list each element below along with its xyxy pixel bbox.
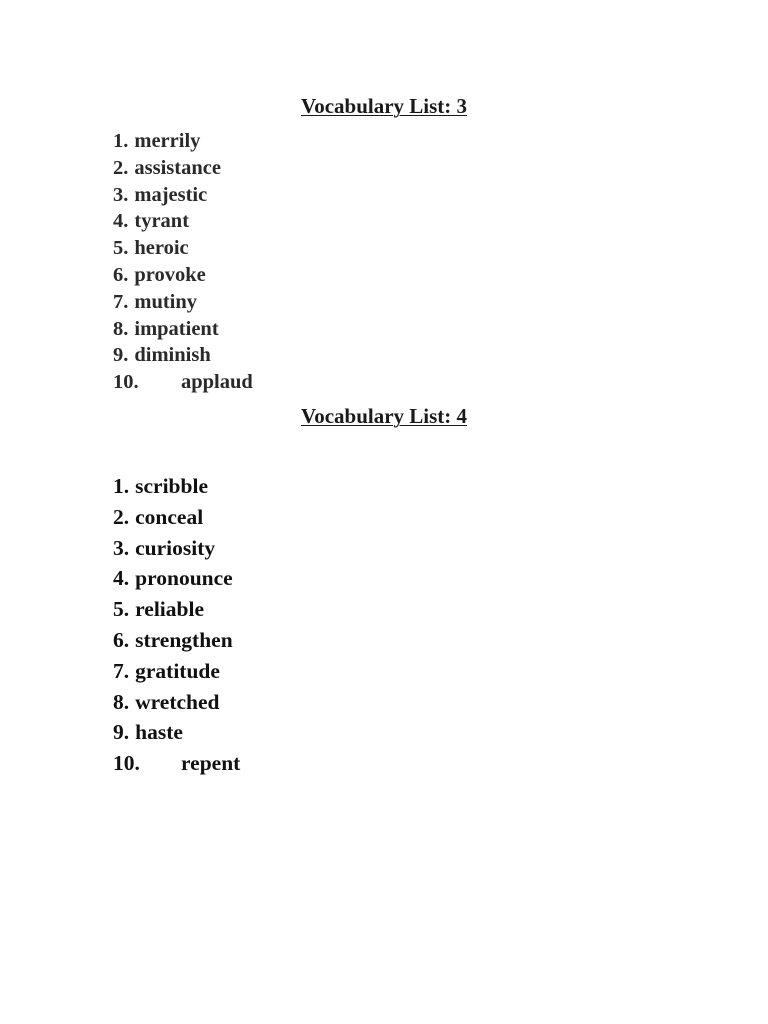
item-number: 8.	[113, 689, 130, 714]
vocab-word: gratitude	[135, 658, 220, 683]
vocab-word: scribble	[135, 474, 208, 498]
item-number: 4.	[113, 210, 129, 233]
list-item	[113, 717, 240, 748]
list-item	[113, 262, 253, 289]
item-number: 9.	[113, 720, 130, 745]
list-item	[113, 182, 253, 209]
list-item	[113, 155, 253, 182]
list-4-title	[0, 404, 768, 428]
vocab-word: conceal	[135, 504, 204, 529]
vocab-word: impatient	[134, 317, 219, 340]
item-number: 10.	[113, 751, 140, 776]
vocab-word: pronounce	[135, 566, 233, 591]
item-number: 1.	[113, 474, 130, 498]
item-number: 3.	[113, 535, 130, 560]
item-number: 8.	[113, 317, 129, 340]
item-number: 5.	[113, 237, 129, 260]
item-number: 7.	[113, 658, 130, 683]
vocab-word: curiosity	[135, 535, 216, 560]
list-item	[113, 289, 253, 316]
list-item	[113, 369, 253, 396]
vocab-word: merrily	[134, 130, 201, 152]
list-item	[113, 687, 240, 718]
item-number: 9.	[113, 344, 129, 367]
item-number: 3.	[113, 183, 129, 206]
item-number: 1.	[113, 130, 129, 152]
list-3-title-text: Vocabulary List: 3	[300, 94, 468, 118]
list-3-title	[0, 94, 768, 118]
list-item	[113, 208, 253, 235]
list-item	[113, 502, 240, 533]
item-number: 7.	[113, 290, 129, 313]
list-item	[113, 748, 240, 779]
vocab-word: haste	[135, 720, 183, 745]
item-number: 2.	[113, 504, 130, 529]
list-item	[113, 594, 240, 625]
list-item	[113, 316, 253, 343]
vocab-word: wretched	[135, 689, 220, 714]
list-4-items	[113, 471, 240, 779]
vocab-word: strengthen	[135, 627, 233, 652]
list-item	[113, 656, 240, 687]
list-item	[113, 625, 240, 656]
list-3-items	[113, 128, 253, 396]
vocab-word: applaud	[181, 371, 253, 394]
list-item	[113, 342, 253, 369]
vocab-word: assistance	[134, 156, 221, 179]
item-number: 6.	[113, 627, 130, 652]
list-4-title-text: Vocabulary List: 4	[300, 404, 468, 428]
item-number: 5.	[113, 597, 130, 622]
vocab-word: tyrant	[134, 210, 190, 233]
vocab-word: provoke	[134, 263, 206, 286]
vocab-word: majestic	[134, 183, 208, 206]
list-item	[113, 128, 253, 155]
item-number: 6.	[113, 263, 129, 286]
vocab-word: reliable	[135, 597, 204, 622]
vocab-word: diminish	[134, 344, 211, 367]
list-item	[113, 471, 240, 502]
vocab-word: repent	[181, 751, 241, 776]
vocab-word: heroic	[134, 237, 189, 260]
item-number: 2.	[113, 156, 129, 179]
item-number: 4.	[113, 566, 130, 591]
list-item	[113, 235, 253, 262]
list-item	[113, 533, 240, 564]
list-item	[113, 563, 240, 594]
vocab-word: mutiny	[134, 290, 198, 313]
item-number: 10.	[113, 371, 139, 394]
